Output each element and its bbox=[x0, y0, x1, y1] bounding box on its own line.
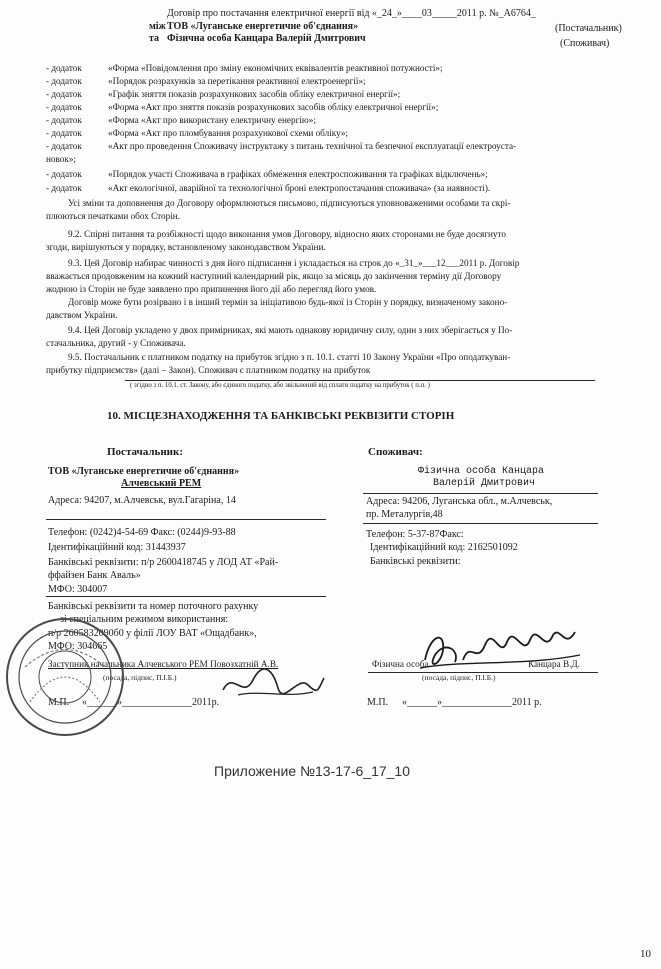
supplier-name: ТОВ «Луганське енергетичне об'єднання» bbox=[48, 466, 240, 477]
supplier-sign-caption: (посада, підпис, П.І.Б.) bbox=[103, 673, 177, 682]
supplier-signature bbox=[218, 660, 328, 705]
clause-line: 9.2. Спірні питання та розбіжності щодо виконання умов Договору, відносно яких сторонами не буде досягнуто bbox=[68, 229, 506, 239]
clause-line: згоди, вирішуються у порядку, встановленому законодавством України. bbox=[46, 242, 326, 252]
supplier-address: Адреса: 94207, м.Алчевськ, вул.Гагаріна, 14 bbox=[48, 495, 236, 506]
consumer-address: Адреса: 94206, Луганська обл., м.Алчевськ, bbox=[366, 496, 553, 507]
appendix-dash: - додаток bbox=[46, 63, 82, 73]
between-label: між bbox=[149, 21, 166, 32]
supplier-phone: Телефон: (0242)4-54-69 Факс: (0244)9-93-88 bbox=[48, 527, 236, 538]
appendix-dash: - додаток bbox=[46, 141, 82, 151]
consumer-date: «______»______________2011 р. bbox=[402, 697, 542, 708]
consumer-name-line: Фізична особа Канцара bbox=[418, 466, 545, 477]
consumer-bank: Банківські реквізити: bbox=[370, 556, 461, 567]
consumer-signature bbox=[415, 620, 585, 680]
supplier-mfo: МФО: 304007 bbox=[48, 584, 108, 595]
page-number: 10 bbox=[640, 948, 651, 960]
section-title: 10. МІСЦЕЗНАХОДЖЕННЯ ТА БАНКІВСЬКІ РЕКВІЗИТИ СТОРІН bbox=[107, 410, 455, 422]
clause-line: плюються печатками обох Сторін. bbox=[46, 211, 180, 221]
contract-title: Договір про постачання електричної енергії від «_24_»____03_____2011 р. №_А6764_ bbox=[167, 8, 536, 19]
clause-line: Усі зміни та доповнення до Договору оформлюються письмово, підписуються уповноваженими особами та скрі- bbox=[68, 198, 511, 208]
footnote: ( згідно з п. 10.1. ст. Закону, або єдиного податку, або звільнений від сплати податку на прибуток ( п.п. ) bbox=[130, 382, 430, 389]
consumer-signer-right: Канцара В.Д. bbox=[528, 659, 580, 669]
supplier-rule bbox=[46, 519, 326, 520]
clause-line: прибутку підприємств» (далі – Закон). Споживач є платником податку на прибуток bbox=[46, 365, 371, 375]
clause-line: стачальника, другий - у Споживача. bbox=[46, 338, 186, 348]
appendix-text: «Форма «Акт про пломбування розрахункової схеми обліку»; bbox=[108, 128, 349, 138]
consumer-rule bbox=[363, 493, 598, 494]
supplier-branch: Алчевський РЕМ bbox=[121, 478, 202, 489]
supplier-seal bbox=[0, 612, 130, 742]
appendix-dash: - додаток bbox=[46, 102, 82, 112]
supplier-special-line: зі спеціальним режимом використання: bbox=[60, 614, 229, 625]
appendix-dash: - додаток bbox=[46, 128, 82, 138]
supplier-role: (Постачальник) bbox=[555, 23, 622, 34]
supplier-special-line: п/р 2605832090б0 у філії ЛОУ ВАТ «Ощадбанк», bbox=[48, 628, 257, 639]
supplier-special-line: Банківські реквізити та номер поточного рахунку bbox=[48, 601, 259, 612]
supplier-signer: Заступник начальника Алчевського РЕМ Повозхатній А.В. bbox=[48, 659, 279, 669]
clause-line: давством України. bbox=[46, 310, 118, 320]
appendix-dash: - додаток bbox=[46, 89, 82, 99]
appendix-text: «Графік зняття показів розрахункових засобів обліку електричної енергії»; bbox=[108, 89, 401, 99]
clause-line: 9.3. Цей Договір набирає чинності з дня його підписання і укладається на строк до «_31_»___12___2011 р. Договір bbox=[68, 258, 520, 268]
appendix-text: «Акт про проведення Споживачу інструктажу з питань технічної та безпечної експлуатації електроуста- bbox=[108, 141, 517, 151]
consumer-rule bbox=[363, 523, 598, 524]
consumer-address: пр. Металургів,48 bbox=[366, 509, 443, 520]
consumer-role: (Споживач) bbox=[560, 38, 610, 49]
supplier-id-code: Ідентифікаційний код: 31443937 bbox=[48, 542, 186, 553]
footnote-rule bbox=[125, 380, 595, 381]
appendix-text: «Форма «Акт про використану електричну енергію»; bbox=[108, 115, 316, 125]
consumer-sign-caption: (посада, підпис, П.І.Б.) bbox=[422, 673, 496, 682]
appendix-text: «Порядок розрахунків за перетікання реактивної електроенергії»; bbox=[108, 76, 366, 86]
clause-line: вважається продовженим на кожний наступний календарний рік, якщо за місяць до закінчення терміну дії Договору bbox=[46, 271, 502, 281]
supplier-name-header: ТОВ «Луганське енергетичне об'єднання» bbox=[167, 21, 359, 32]
appendix-text: «Порядок участі Споживача в графіках обмеження електроспоживання та графіках відключень»; bbox=[108, 169, 488, 179]
supplier-bank-line: ффайзен Банк Аваль» bbox=[48, 570, 141, 581]
consumer-id-code: Ідентифікаційний код: 2162501092 bbox=[370, 542, 518, 553]
clause-line: 9.5. Постачальник є платником податку на прибуток згідно з п. 10.1. статті 10 Закону України «Про оподаткуван- bbox=[68, 352, 511, 362]
appendix-dash: - додаток bbox=[46, 183, 82, 193]
appendix-text: «Форма «Акт про зняття показів розрахункових засобів обліку електричної енергії»; bbox=[108, 102, 439, 112]
supplier-date: «______»______________2011р. bbox=[82, 697, 220, 708]
consumer-name-header: Фізична особа Канцара Валерій Дмитрович bbox=[167, 33, 366, 44]
clause-line: Договір може бути розірвано і в інший термін за ініціативою будь-якої із Сторін у порядку, визначеному законо- bbox=[68, 297, 508, 307]
appendix-caption: Приложение №13-17-6_17_10 bbox=[214, 763, 410, 779]
supplier-special-mfo: МФО: 304665 bbox=[48, 641, 108, 652]
appendix-dash: - додаток bbox=[46, 115, 82, 125]
appendix-dash: - додаток bbox=[46, 169, 82, 179]
appendix-text: новок»; bbox=[46, 154, 76, 164]
and-label: та bbox=[149, 33, 160, 44]
consumer-mp: М.П. bbox=[367, 697, 389, 708]
consumer-name-line: Валерій Дмитрович bbox=[433, 478, 536, 489]
supplier-rule bbox=[46, 596, 326, 597]
consumer-signer-left: Фізична особа bbox=[372, 659, 429, 669]
supplier-mp: М.П. bbox=[48, 697, 70, 708]
consumer-phone: Телефон: 5-37-87Факс: bbox=[366, 529, 464, 540]
supplier-heading: Постачальник: bbox=[107, 446, 184, 458]
clause-line: 9.4. Цей Договір укладено у двох примірниках, які мають однакову юридичну силу, один з них зберігається у По- bbox=[68, 325, 513, 335]
clause-line: жодною із Сторін не буде заявлено про припинення його дії або перегляд його умов. bbox=[46, 284, 377, 294]
appendix-dash: - додаток bbox=[46, 76, 82, 86]
supplier-bank-line: Банківські реквізити: п/р 2600418745 у ЛОД АТ «Рай- bbox=[48, 557, 279, 568]
consumer-heading: Споживач: bbox=[368, 446, 423, 458]
appendix-text: «Форма «Повідомлення про зміну економічних еквівалентів реактивної потужності»; bbox=[108, 63, 443, 73]
appendix-text: «Акт екологічної, аварійної та технологічної броні електропостачання споживача» (за наявності). bbox=[108, 183, 491, 193]
